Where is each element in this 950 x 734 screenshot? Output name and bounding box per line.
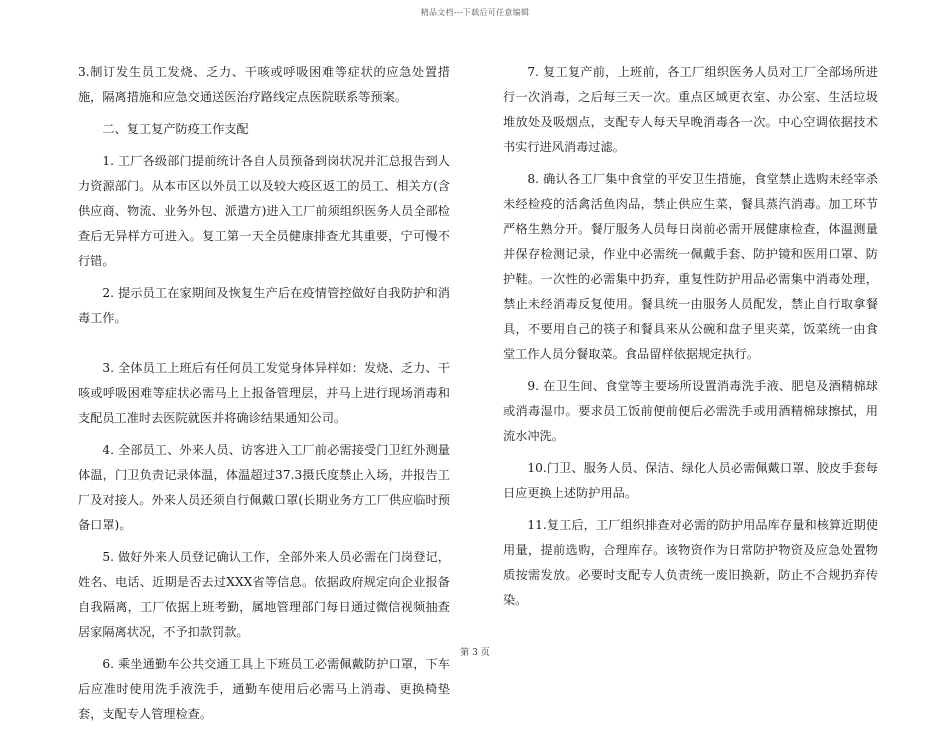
paragraph-item-1: 1. 工厂各级部门提前统计各自人员预备到岗状况并汇总报告到人力资源部门。从本市区以外员工以及较大疫区返工的员工、相关方(含供应商、物流、业务外包、派遣方)进入工厂前须组织医务人员全部检查后无异样方可进入。复工第一天全员健康排查尤其重要，宁可慢不行错。 (78, 154, 450, 268)
paragraph-item-8: 8. 确认各工厂集中食堂的平安卫生措施，食堂禁止选购未经宰杀未经检疫的活禽活鱼肉品，禁止供应生菜，餐具蒸汽消毒。加工环节严格生熟分开。餐厅服务人员每日岗前必需开展健康检查，体温测量并保存检测记录，作业中必需统一佩戴手套、防护镜和医用口罩、防护鞋。一次性的必需集中扔弃，重复性防护用品必需集中消毒处理，禁止未经消毒反复使用。餐具统一由服务人员配发，禁止自行取拿餐具，不要用自己的筷子和餐具来从公碗和盘子里夹菜，饭菜统一由食堂工作人员分餐取菜。食品留样依据规定执行。 (503, 172, 878, 361)
paragraph-item-6: 6. 乘坐通勤车公共交通工具上下班员工必需佩戴防护口罩，下车后应准时使用洗手液洗手，通勤车使用后必需马上消毒、更换椅垫套，支配专人管理检查。 (78, 657, 450, 721)
right-column (503, 60, 878, 620)
paragraph-item-2: 2. 提示员工在家期间及恢复生产后在疫情管控做好自我防护和消毒工作。 (78, 286, 450, 325)
paragraph-item-3: 3.制订发生员工发烧、乏力、干咳或呼吸困难等症状的应急处置措施，隔离措施和应急交通送医治疗路线定点医院联系等预案。 (78, 65, 450, 104)
page-number: 第 3 页 (460, 648, 490, 658)
paragraph-item-3b: 3. 全体员工上班后有任何员工发觉身体异样如：发烧、乏力、干咳或呼吸困难等症状必需马上上报备管理层，并马上进行现场消毒和支配员工准时去医院就医并将确诊结果通知公司。 (78, 361, 450, 425)
paragraph-item-4: 4. 全部员工、外来人员、访客进入工厂前必需接受门卫红外测量体温，门卫负责记录体温，体温超过37.3摄氏度禁止入场，并报告工厂及对接人。外来人员还须自行佩戴口罩(长期业务方工厂供应临时预备口罩)。 (78, 443, 450, 532)
paragraph-item-5: 5. 做好外来人员登记确认工作，全部外来人员必需在门岗登记，姓名、电话、近期是否去过XXX省等信息。依据政府规定向企业报备自我隔离，工厂依据上班考勤，属地管理部门每日通过微信视频抽查居家隔离状况，不予扣款罚款。 (78, 550, 450, 639)
paragraph-item-7: 7. 复工复产前，上班前，各工厂组织医务人员对工厂全部场所进行一次消毒，之后每三天一次。重点区域更衣室、办公室、生活垃圾堆放处及吸烟点，支配专人每天早晚消毒各一次。中心空调依据技术书实行进风消毒过滤。 (503, 65, 878, 154)
paragraph-item-9: 9. 在卫生间、食堂等主要场所设置消毒洗手液、肥皂及酒精棉球或消毒湿巾。要求员工饭前便前便后必需洗手或用酒精棉球擦拭，用流水冲洗。 (503, 379, 878, 443)
paragraph-item-10: 10.门卫、服务人员、保洁、绿化人员必需佩戴口罩、胶皮手套每日应更换上述防护用品。 (503, 461, 878, 500)
left-column (78, 60, 450, 734)
paragraph-item-11: 11.复工后，工厂组织排查对必需的防护用品库存量和核算近期使用量，提前选购，合理库存。该物资作为日常防护物资及应急处置物质按需发放。必要时支配专人负责统一废旧换新，防止不合规扔弃传染。 (503, 518, 878, 607)
page-header: 精品文档---下载后可任意编辑 (420, 8, 530, 17)
section-heading: 二、复工复产防疫工作支配 (102, 122, 249, 136)
